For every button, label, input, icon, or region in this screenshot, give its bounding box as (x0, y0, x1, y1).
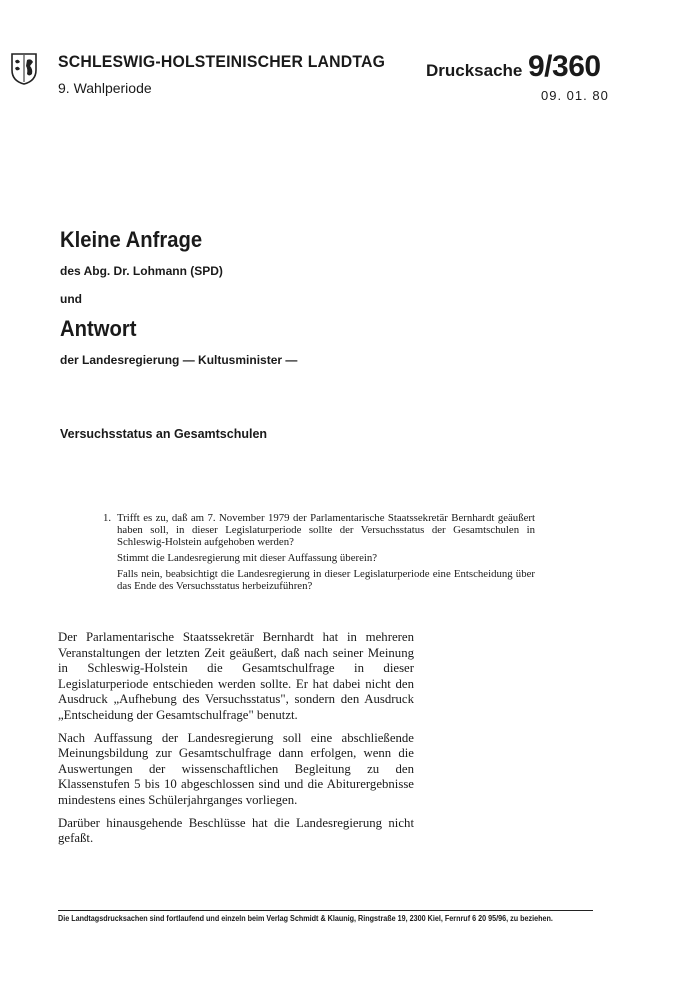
answer-block (58, 630, 414, 854)
legislative-period: 9. Wahlperiode (58, 80, 152, 96)
responder-line: der Landesregierung — Kultusminister — (60, 353, 298, 367)
author-line: des Abg. Dr. Lohmann (SPD) (60, 264, 223, 278)
question-paragraph: Trifft es zu, daß am 7. November 1979 der Parlamentarische Staatssekretär Bernhardt geäußert haben soll, in dieser Legislaturperiode sollte der Versuchsstatus der Gesamtschulen in Schleswig-Holstein aufgehoben werden? (117, 512, 535, 548)
footer-divider (58, 910, 593, 911)
answer-paragraph: Nach Auffassung der Landesregierung soll eine abschließende Meinungsbildung zur Gesamtschulfrage dann erfolgen, wenn die Auswertungen der wissenschaftlichen Begleitung zu den Klassenstufen 5 bis 10 abgeschlossen sind und die Abiturergebnisse mindestens eines Schülerjahrganges vorliegen. (58, 730, 414, 807)
institution-name: SCHLESWIG-HOLSTEINISCHER LANDTAG (58, 52, 386, 71)
footer-note: Die Landtagsdrucksachen sind fortlaufend und einzeln beim Verlag Schmidt & Klaunig, Ringstraße 19, 2300 Kiel, Fernruf 6 20 95/96, zu beziehen. (58, 914, 553, 923)
document-date: 09. 01. 80 (541, 88, 609, 103)
answer-paragraph: Darüber hinausgehende Beschlüsse hat die Landesregierung nicht gefaßt. (58, 815, 414, 846)
drucksache-label: Drucksache (426, 61, 523, 80)
subject-line: Versuchsstatus an Gesamtschulen (60, 427, 268, 441)
question-paragraph: Falls nein, beabsichtigt die Landesregierung in dieser Legislaturperiode eine Entscheidung über das Ende des Versuchsstatus herbeizuführen? (117, 568, 535, 592)
und-line: und (60, 292, 82, 306)
heading-kleine-anfrage: Kleine Anfrage (60, 227, 203, 252)
question-block (103, 512, 535, 596)
question-number: 1. (103, 512, 112, 524)
question-paragraph: Stimmt die Landesregierung mit dieser Auffassung überein? (117, 552, 378, 564)
heading-antwort: Antwort (60, 316, 137, 341)
drucksache-number: 9/360 (528, 50, 601, 83)
answer-paragraph: Der Parlamentarische Staatssekretär Bernhardt hat in mehreren Veranstaltungen der letzten Zeit geäußert, daß nach seiner Meinung in Schleswig-Holstein die Gesamtschulfrage in dieser Legislaturperiode entschieden werden sollte. Er hat dabei nicht den Ausdruck „Aufhebung des Versuchsstatus", sondern den Ausdruck „Entscheidung der Gesamtschulfrage" benutzt. (58, 630, 414, 722)
coat-of-arms-icon (10, 52, 38, 86)
